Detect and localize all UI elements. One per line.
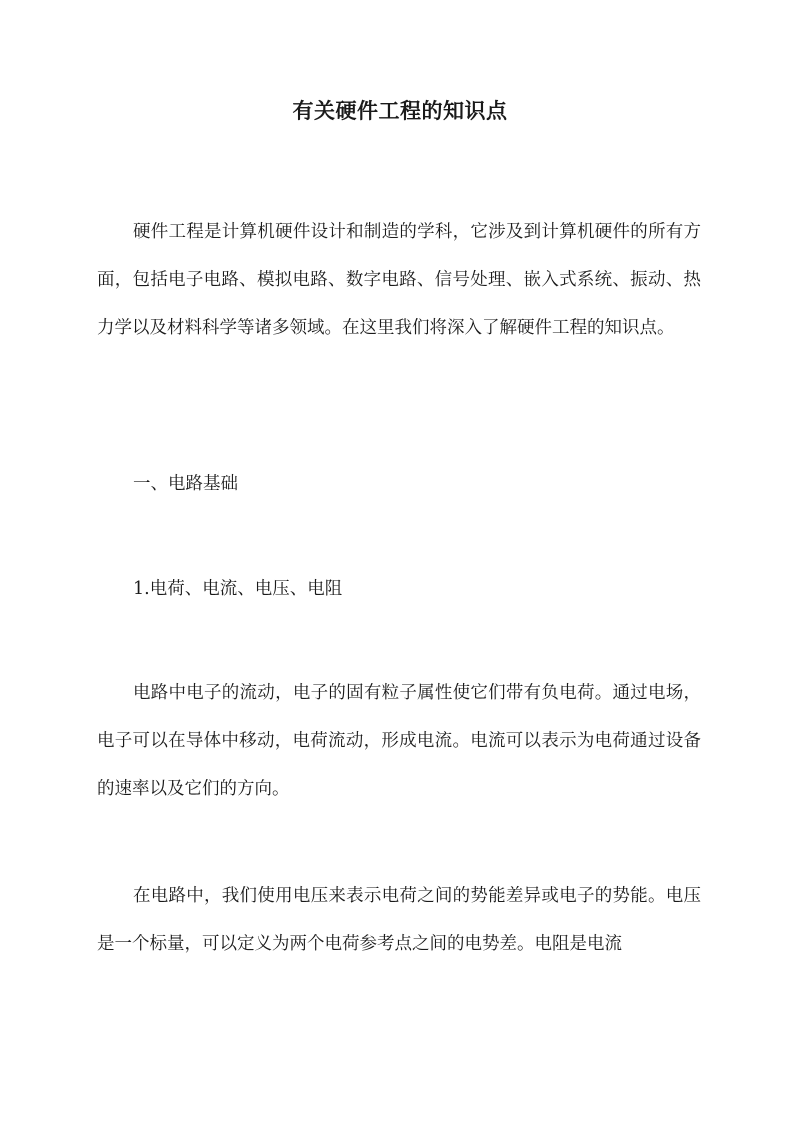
section-heading: 一、电路基础: [133, 474, 238, 494]
document-title: 有关硬件工程的知识点: [292, 98, 508, 123]
intro-paragraph: 硬件工程是计算机硬件设计和制造的学科，它涉及到计算机硬件的所有方面，包括电子电路、模拟电路、数字电路、信号处理、嵌入式系统、振动、热力学以及材料科学等诸多领域。在这里我们将深入了解硬件工程的知识点。: [97, 222, 701, 338]
charge-current-paragraph: 电路中电子的流动，电子的固有粒子属性使它们带有负电荷。通过电场，电子可以在导体中移动，电荷流动，形成电流。电流可以表示为电荷通过设备的速率以及它们的方向。: [97, 683, 701, 799]
voltage-paragraph: 在电路中，我们使用电压来表示电荷之间的势能差异或电子的势能。电压是一个标量，可以定义为两个电荷参考点之间的电势差。电阻是电流: [97, 886, 701, 954]
subsection-heading: 1.电荷、电流、电压、电阻: [133, 579, 343, 599]
